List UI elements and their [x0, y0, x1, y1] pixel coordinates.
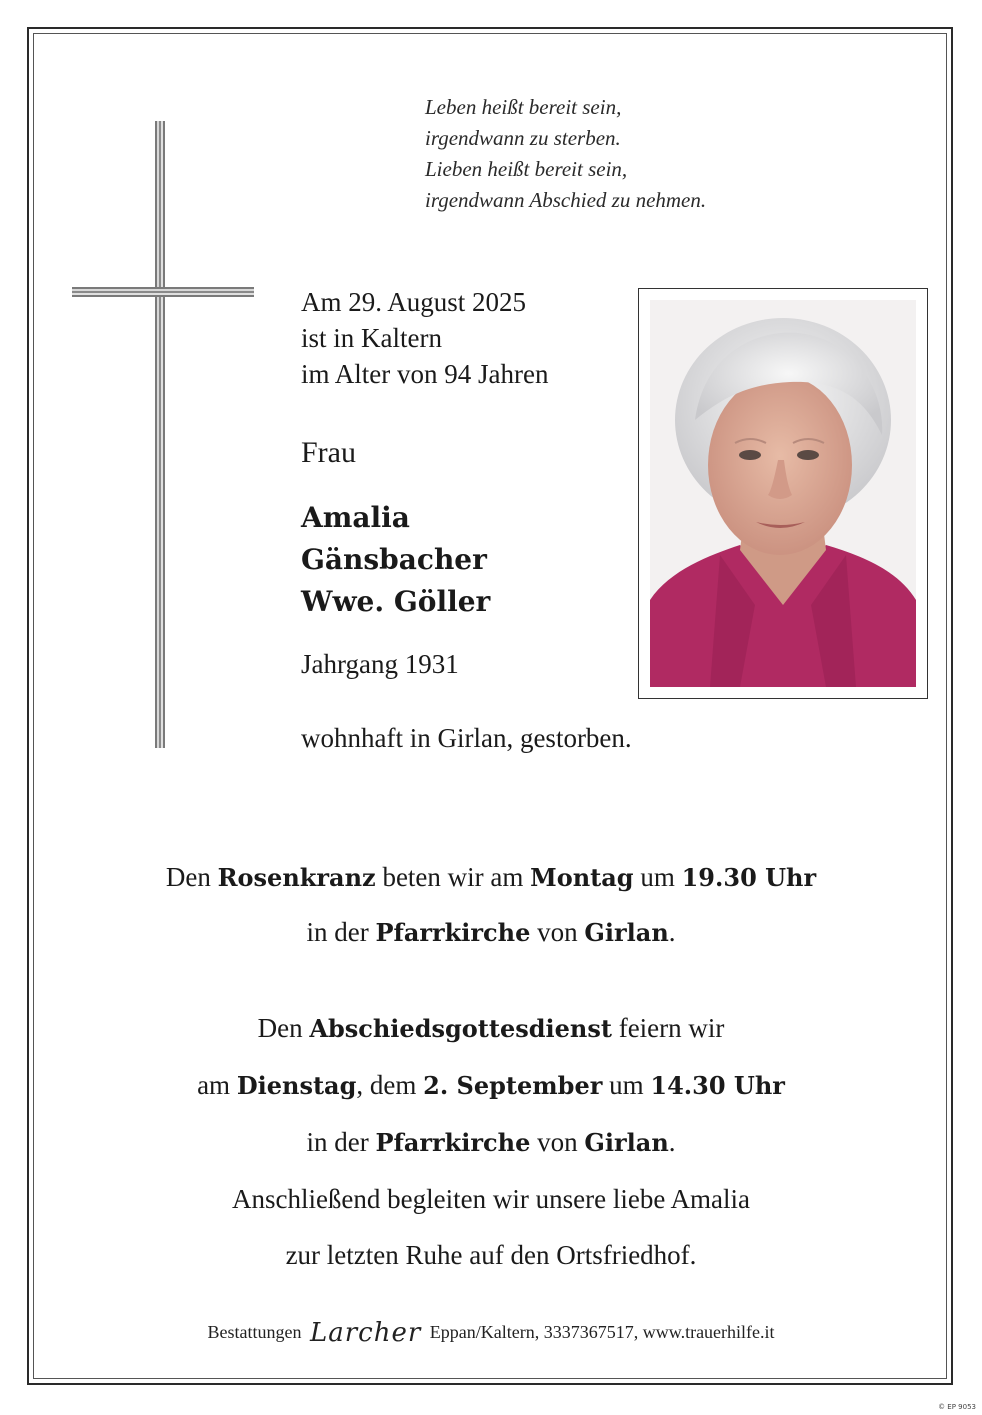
funeral-home-logo: Larcher [309, 1318, 422, 1348]
portrait-illustration [650, 300, 916, 687]
bold-text: Pfarrkirche [375, 1128, 531, 1157]
poem-line: Leben heißt bereit sein, [425, 95, 622, 119]
bold-text: Abschiedsgottesdienst [309, 1014, 612, 1043]
place-line: ist in Kaltern [301, 323, 442, 353]
rosary-section [60, 850, 922, 960]
cross-icon [155, 121, 165, 748]
text: am [197, 1070, 237, 1100]
footer-prefix: Bestattungen [207, 1322, 302, 1342]
birth-year: Jahrgang 1931 [301, 649, 459, 679]
service-line-4: Anschließend begleiten wir unsere liebe Amalia [231, 1184, 751, 1214]
text: , dem [356, 1070, 424, 1100]
service-line-1 [60, 1000, 922, 1057]
text: feiern wir [611, 1013, 725, 1043]
text: um [602, 1070, 651, 1100]
bold-text: Rosenkranz [217, 863, 376, 892]
service-line-5: zur letzten Ruhe auf den Ortsfriedhof. [285, 1240, 697, 1270]
bold-text: 14.30 Uhr [650, 1071, 785, 1100]
name-line: Gänsbacher [301, 543, 487, 576]
name-line: Amalia [301, 501, 410, 534]
bold-text: Dienstag [236, 1071, 357, 1100]
bold-text: Girlan [584, 1128, 669, 1157]
salutation: Frau [301, 436, 356, 469]
text: . [668, 1127, 676, 1157]
text: von [530, 917, 585, 947]
deceased-name [301, 497, 490, 623]
text: Den [165, 862, 218, 892]
funeral-service-section [60, 1000, 922, 1283]
rosary-line-2 [60, 905, 922, 960]
rosary-line-1 [60, 850, 922, 905]
print-code: © EP 9053 [938, 1403, 976, 1411]
bold-text: Pfarrkirche [375, 918, 531, 947]
service-line-3 [60, 1114, 922, 1171]
poem-line: irgendwann zu sterben. [425, 126, 621, 150]
text: Den [257, 1013, 310, 1043]
bold-text: 2. September [423, 1071, 603, 1100]
text: um [633, 862, 682, 892]
bold-text: Girlan [584, 918, 669, 947]
text: in der [306, 917, 376, 947]
residence: wohnhaft in Girlan, gestorben. [301, 723, 632, 753]
text: . [668, 917, 676, 947]
age-line: im Alter von 94 Jahren [301, 359, 549, 389]
poem-line: irgendwann Abschied zu nehmen. [425, 188, 707, 212]
footer-contact: Eppan/Kaltern, 3337367517, www.trauerhilfe.it [429, 1322, 775, 1342]
service-line-2 [60, 1057, 922, 1114]
death-notice-intro [301, 284, 548, 392]
poem [425, 92, 706, 216]
cross-icon-crossbar [72, 287, 254, 297]
name-line: Wwe. Göller [301, 585, 491, 618]
portrait-photo [650, 300, 916, 687]
text: in der [306, 1127, 376, 1157]
funeral-home-footer [0, 1318, 982, 1348]
date-line: Am 29. August 2025 [301, 287, 527, 317]
bold-text: 19.30 Uhr [681, 863, 817, 892]
poem-line: Lieben heißt bereit sein, [425, 157, 628, 181]
bold-text: Montag [530, 863, 634, 892]
text: von [530, 1127, 585, 1157]
text: beten wir am [375, 862, 531, 892]
